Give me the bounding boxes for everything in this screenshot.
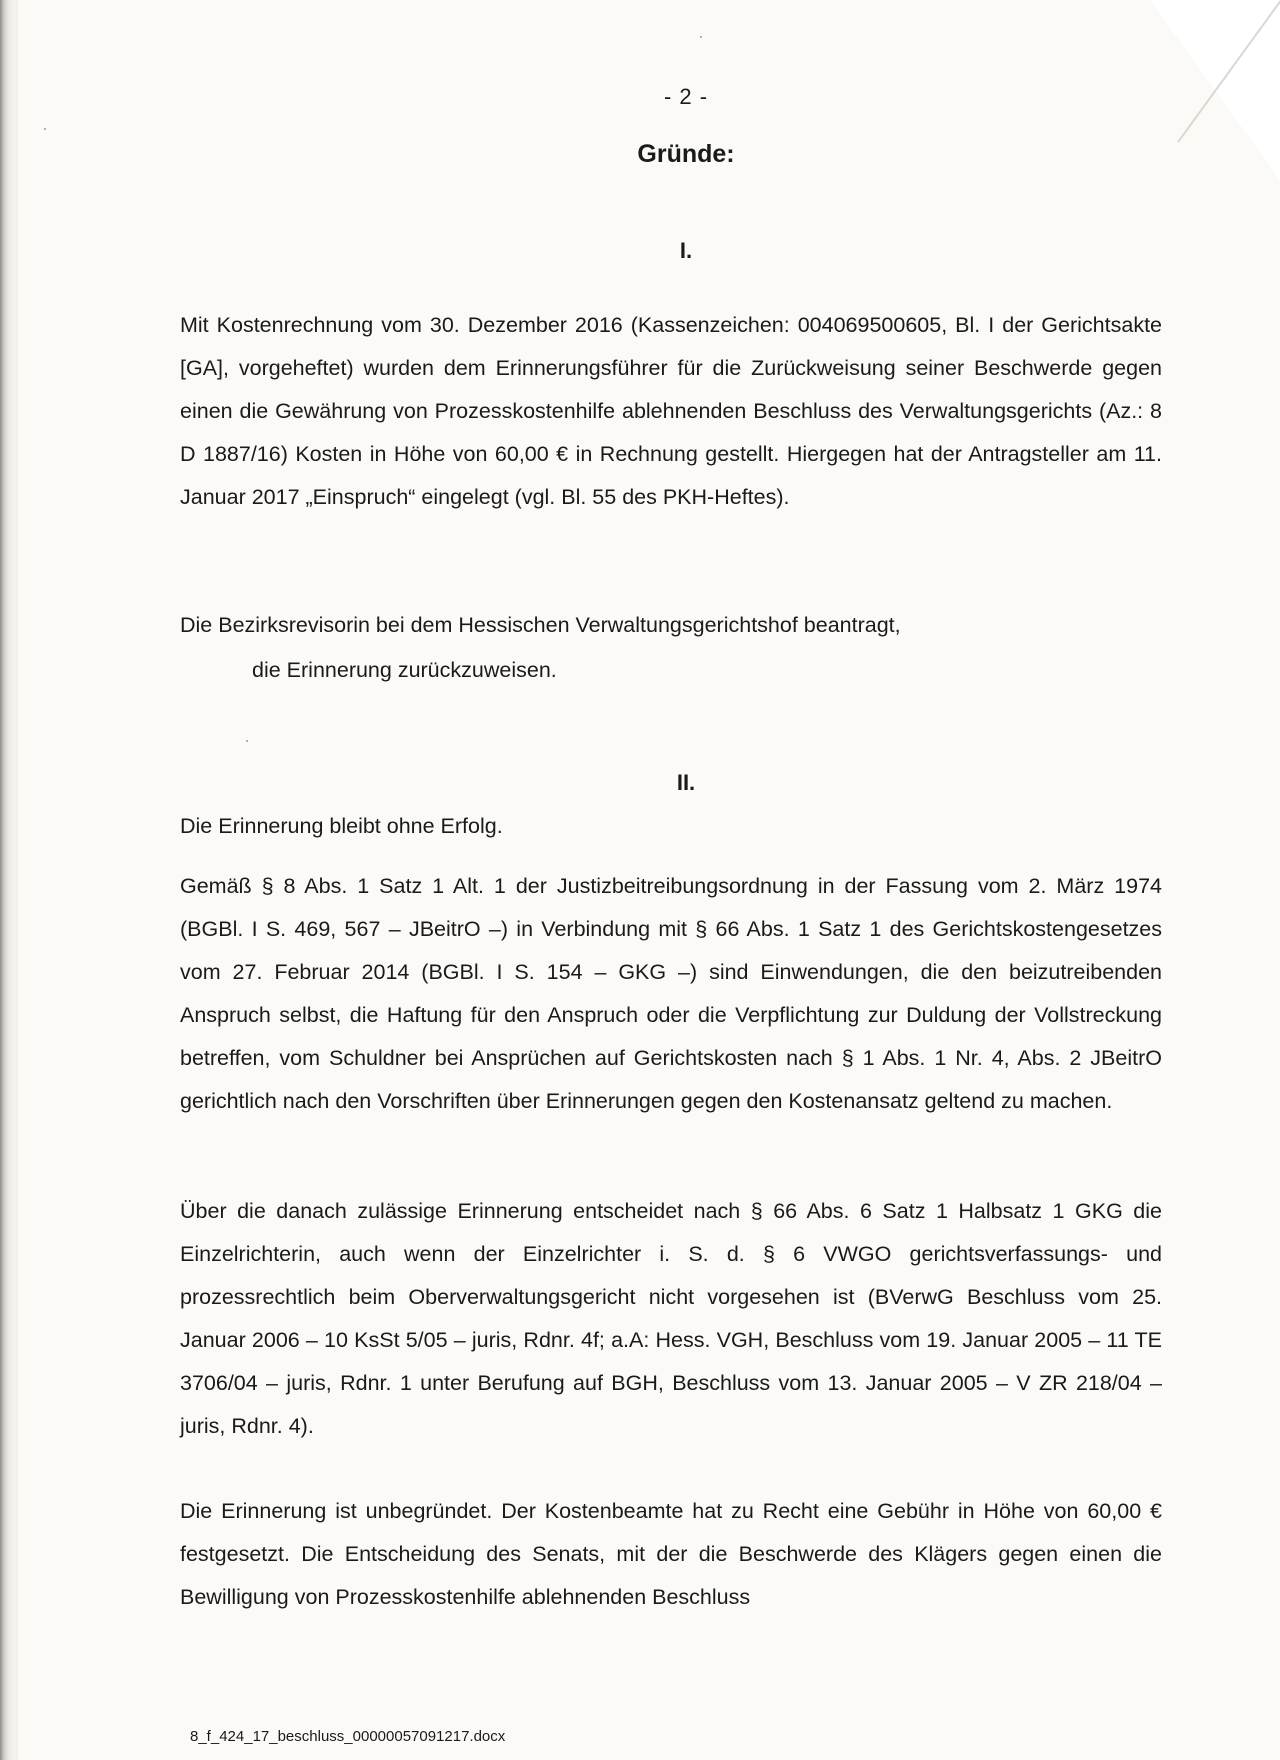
- section-numeral-1: I.: [679, 238, 693, 263]
- footer-filename: 8_f_424_17_beschluss_00000057091217.docx: [190, 1728, 506, 1745]
- paragraph-outcome: Die Erinnerung bleibt ohne Erfolg.: [180, 814, 503, 838]
- page-number: - 2 -: [663, 84, 709, 109]
- scan-speck: [246, 740, 248, 742]
- scan-speck: [44, 128, 46, 130]
- paragraph-motion: Die Bezirksrevisorin bei dem Hessischen Verwaltungsgerichtshof beantragt,: [180, 613, 901, 637]
- paragraph-cost-invoice: Mit Kostenrechnung vom 30. Dezember 2016 (Kassenzeichen: 004069500605, Bl. I der Gerichtsakte [GA], vorgeheftet) wurden dem Erinnerungsführer für die Zurückweisung seiner Beschwerde gegen einen die Gewährung von Prozesskostenhilfe ablehnenden Beschluss des Verwaltungsgerichts (Az.: 8 D 1887/16) Kosten in Höhe von 60,00 € in Rechnung gestellt. Hiergegen hat der Antragsteller am 11. Januar 2017 „Einspruch“ eingelegt (vgl. Bl. 55 des PKH-Heftes).: [180, 313, 1162, 509]
- paragraph-legal-basis: Gemäß § 8 Abs. 1 Satz 1 Alt. 1 der Justizbeitreibungsordnung in der Fassung vom 2. März 1974 (BGBl. I S. 469, 567 – JBeitrO –) in Verbindung mit § 66 Abs. 1 Satz 1 des Gerichtskostengesetzes vom 27. Februar 2014 (BGBl. I S. 154 – GKG –) sind Einwendungen, die den beizutreibenden Anspruch selbst, die Haftung für den Anspruch oder die Verpflichtung zur Duldung der Vollstreckung betreffen, vom Schuldner bei Ansprüchen auf Gerichtskosten nach § 1 Abs. 1 Nr. 4, Abs. 2 JBeitrO gerichtlich nach den Vorschriften über Erinnerungen gegen den Kostenansatz geltend zu machen.: [180, 874, 1162, 1113]
- section-heading: Gründe:: [637, 140, 735, 168]
- section-numeral-2: II.: [676, 770, 696, 795]
- paragraph-jurisdiction: Über die danach zulässige Erinnerung entscheidet nach § 66 Abs. 6 Satz 1 Halbsatz 1 GKG die Einzelrichterin, auch wenn der Einzelrichter i. S. d. § 6 VWGO gerichtsverfassungs- und prozessrechtlich beim Oberverwaltungsgericht nicht vorgesehen ist (BVerwG Beschluss vom 25. Januar 2006 – 10 KsSt 5/05 – juris, Rdnr. 4f; a.A: Hess. VGH, Beschluss vom 19. Januar 2005 – 11 TE 3706/04 – juris, Rdnr. 1 unter Berufung auf BGH, Beschluss vom 13. Januar 2005 – V ZR 218/04 – juris, Rdnr. 4).: [180, 1199, 1162, 1438]
- paragraph-merits: Die Erinnerung ist unbegründet. Der Kostenbeamte hat zu Recht eine Gebühr in Höhe von 60,00 € festgesetzt. Die Entscheidung des Senats, mit der die Beschwerde des Klägers gegen einen die Bewilligung von Prozesskostenhilfe ablehnenden Beschluss: [180, 1499, 1162, 1609]
- scan-speck: [700, 36, 702, 38]
- paragraph-motion-request: die Erinnerung zurückzuweisen.: [252, 658, 557, 682]
